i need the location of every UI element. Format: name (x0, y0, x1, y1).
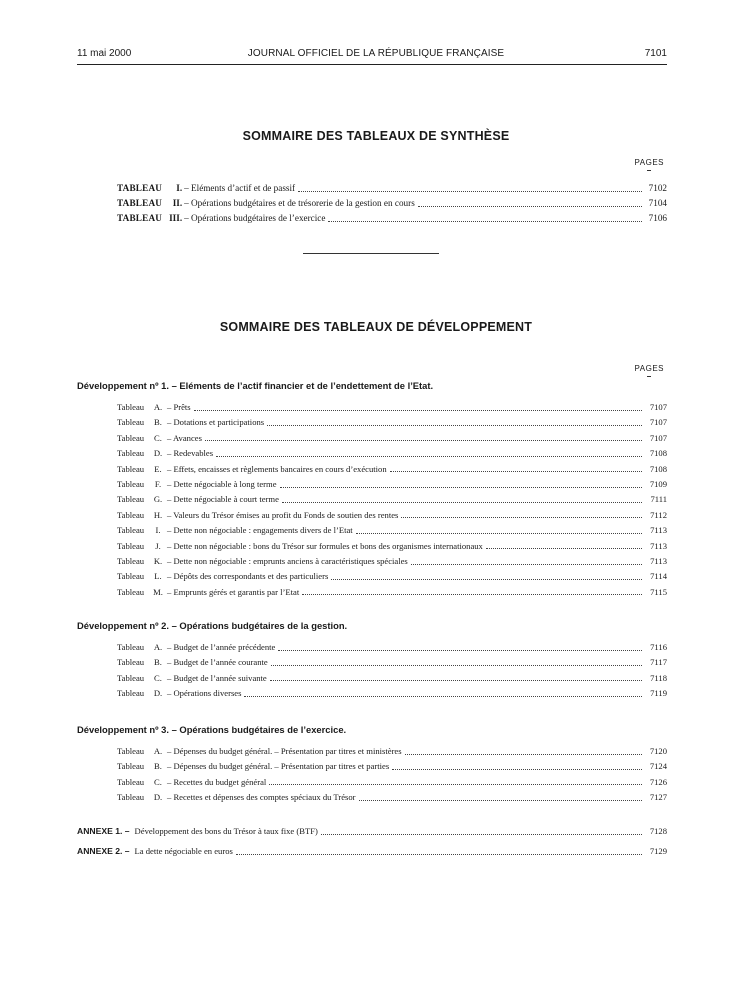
tableau-letter: M. (153, 586, 163, 597)
tableau-row (117, 479, 667, 489)
synthese-row-page: 7106 (648, 213, 667, 223)
leader-dots (267, 425, 642, 426)
tableau-text: – Dépenses du budget général. – Présentation par titres et parties (167, 761, 390, 772)
synthese-row-page: 7104 (648, 198, 667, 208)
leader-dots (280, 487, 642, 488)
tableau-text: – Effets, encaisses et règlements bancaires en cours d’exécution (167, 463, 387, 474)
leader-dots (282, 502, 642, 503)
tableau-page: 7113 (650, 540, 667, 551)
tableau-row (117, 777, 667, 787)
synthese-row-text: – Opérations budgétaires et de trésorerie de la gestion en cours (184, 198, 415, 208)
tableau-text: – Prêts (167, 402, 191, 412)
leader-dots (321, 834, 642, 835)
leader-dots (269, 784, 642, 785)
annexe-label: ANNEXE 1. – (77, 826, 130, 836)
tableau-page: 7116 (650, 642, 667, 652)
tableau-page: 7119 (650, 688, 667, 699)
synthese-pages-label: PAGES (635, 158, 664, 171)
developpement-heading: Développement nº 1. – Eléments de l’actif financier et de l’endettement de l’Etat. (77, 380, 434, 391)
tableau-text: – Dette négociable à long terme (167, 479, 277, 489)
section-separator (303, 253, 439, 254)
tableau-text: – Budget de l’année courante (167, 657, 268, 668)
tableau-letter: A. (153, 642, 163, 652)
developpement-pages-label: PAGES (635, 364, 664, 377)
leader-dots (270, 680, 642, 681)
tableau-label: Tableau (117, 761, 145, 772)
tableau-letter: C. (154, 776, 162, 787)
tableau-letter: K. (153, 556, 163, 566)
tableau-page: 7117 (650, 657, 667, 668)
tableau-letter: I. (155, 525, 161, 536)
tableau-row (117, 494, 667, 504)
leader-dots (411, 564, 642, 565)
leader-dots (390, 471, 642, 472)
tableau-text: – Avances (167, 432, 202, 443)
tableau-text: – Dette non négociable : bons du Trésor sur formules et bons des organismes internationaux (167, 540, 483, 551)
tableau-text: – Budget de l’année précédente (167, 642, 276, 652)
tableau-text: – Emprunts gérés et garantis par l’Etat (167, 586, 300, 597)
synthese-row (117, 183, 667, 193)
tableau-page: 7113 (650, 525, 667, 536)
page-number: 7101 (644, 48, 667, 59)
tableau-page: 7114 (650, 571, 667, 582)
tableau-label: Tableau (117, 642, 145, 652)
tableau-page: 7107 (649, 432, 667, 443)
tableau-letter: A. (153, 746, 163, 756)
tableau-page: 7112 (650, 509, 667, 520)
tableau-text: – Dette négociable à court terme (167, 494, 279, 505)
tableau-label: Tableau (117, 417, 145, 428)
header-date: 11 mai 2000 (77, 48, 132, 59)
synthese-row-num: I. (176, 183, 183, 193)
tableau-row (117, 571, 667, 581)
tableau-label: Tableau (117, 509, 145, 520)
tableau-page: 7124 (649, 761, 667, 772)
leader-dots (356, 533, 642, 534)
leader-dots (236, 854, 642, 855)
tableau-letter: D. (153, 688, 163, 699)
synthese-row-page: 7102 (648, 183, 667, 193)
tableau-label: Tableau (117, 657, 145, 668)
annexe-label: ANNEXE 2. – (77, 846, 130, 856)
annexe-page: 7128 (649, 826, 667, 836)
tableau-row (117, 688, 667, 698)
tableau-letter: C. (154, 672, 162, 683)
tableau-letter: H. (153, 509, 163, 520)
tableau-row (117, 433, 667, 443)
tableau-row (117, 464, 667, 474)
tableau-label: Tableau (117, 432, 145, 443)
annexe-text: La dette négociable en euros (134, 846, 233, 856)
leader-dots (278, 650, 642, 651)
synthese-row-label: TABLEAU (117, 198, 163, 208)
leader-dots (244, 696, 642, 697)
tableau-text: – Dette non négociable : emprunts anciens à caractéristiques spéciales (167, 556, 408, 566)
synthese-row-num: III. (169, 213, 183, 223)
leader-dots (302, 594, 642, 595)
leader-dots (331, 579, 642, 580)
tableau-page: 7127 (649, 792, 667, 803)
leader-dots (401, 517, 642, 518)
tableau-page: 7115 (650, 586, 667, 597)
tableau-text: – Redevables (167, 448, 214, 459)
tableau-letter: L. (154, 571, 162, 582)
tableau-page: 7120 (649, 746, 667, 756)
leader-dots (418, 206, 642, 207)
tableau-page: 7108 (649, 448, 667, 459)
tableau-text: – Dette non négociable : engagements divers de l’Etat (167, 525, 353, 536)
leader-dots (486, 548, 642, 549)
tableau-label: Tableau (117, 540, 145, 551)
tableau-page: 7107 (649, 417, 667, 428)
tableau-label: Tableau (117, 402, 145, 412)
tableau-label: Tableau (117, 792, 145, 803)
synthese-row (117, 213, 667, 223)
tableau-page: 7126 (649, 776, 667, 787)
tableau-letter: B. (154, 657, 162, 668)
leader-dots (298, 191, 642, 192)
leader-dots (392, 769, 642, 770)
tableau-row (117, 417, 667, 427)
synthese-row-label: TABLEAU (117, 213, 163, 223)
tableau-label: Tableau (117, 672, 145, 683)
synthese-row-num: II. (172, 198, 183, 208)
tableau-text: – Dépenses du budget général. – Présentation par titres et ministères (167, 746, 402, 756)
tableau-label: Tableau (117, 571, 145, 582)
tableau-row (117, 556, 667, 566)
tableau-letter: G. (153, 494, 163, 505)
leader-dots (216, 456, 642, 457)
developpement-heading: Développement nº 2. – Opérations budgétaires de la gestion. (77, 620, 348, 631)
tableau-label: Tableau (117, 525, 145, 536)
tableau-letter: J. (155, 540, 161, 551)
tableau-page: 7118 (650, 672, 667, 683)
leader-dots (359, 800, 642, 801)
tableau-letter: D. (153, 448, 163, 459)
tableau-letter: F. (154, 479, 162, 489)
tableau-row (117, 541, 667, 551)
journal-title: JOURNAL OFFICIEL DE LA RÉPUBLIQUE FRANÇAISE (247, 48, 505, 59)
tableau-text: – Dotations et participations (167, 417, 265, 428)
tableau-row (117, 525, 667, 535)
annexe-page: 7129 (649, 846, 667, 856)
tableau-row (117, 761, 667, 771)
tableau-page: 7111 (650, 494, 667, 505)
synthese-title: SOMMAIRE DES TABLEAUX DE SYNTHÈSE (242, 129, 510, 143)
tableau-label: Tableau (117, 688, 145, 699)
leader-dots (194, 410, 642, 411)
tableau-letter: E. (154, 463, 162, 474)
tableau-page: 7113 (650, 556, 667, 566)
tableau-text: – Opérations diverses (167, 688, 242, 699)
tableau-row (117, 673, 667, 683)
tableau-page: 7109 (649, 479, 667, 489)
tableau-letter: A. (153, 402, 163, 412)
annexe-row (77, 826, 667, 836)
tableau-label: Tableau (117, 494, 145, 505)
tableau-text: – Budget de l’année suivante (167, 672, 267, 683)
developpement-title: SOMMAIRE DES TABLEAUX DE DÉVELOPPEMENT (219, 320, 533, 334)
tableau-row (117, 510, 667, 520)
tableau-row (117, 587, 667, 597)
synthese-row (117, 198, 667, 208)
tableau-letter: B. (154, 417, 162, 428)
synthese-row-text: – Eléments d’actif et de passif (184, 183, 296, 193)
leader-dots (205, 440, 642, 441)
leader-dots (271, 665, 642, 666)
tableau-label: Tableau (117, 479, 145, 489)
tableau-label: Tableau (117, 586, 145, 597)
tableau-row (117, 402, 667, 412)
tableau-text: – Recettes et dépenses des comptes spéciaux du Trésor (167, 792, 356, 803)
tableau-letter: B. (154, 761, 162, 772)
tableau-label: Tableau (117, 776, 145, 787)
tableau-row (117, 792, 667, 802)
leader-dots (405, 754, 642, 755)
tableau-row (117, 448, 667, 458)
tableau-label: Tableau (117, 746, 145, 756)
developpement-heading: Développement nº 3. – Opérations budgétaires de l’exercice. (77, 724, 347, 735)
tableau-label: Tableau (117, 448, 145, 459)
tableau-text: – Dépôts des correspondants et des particuliers (167, 571, 329, 582)
tableau-row (117, 657, 667, 667)
tableau-letter: C. (154, 432, 162, 443)
synthese-row-text: – Opérations budgétaires de l’exercice (184, 213, 326, 223)
annexe-row (77, 846, 667, 856)
tableau-page: 7108 (649, 463, 667, 474)
header-rule (77, 64, 667, 65)
tableau-label: Tableau (117, 556, 145, 566)
tableau-label: Tableau (117, 463, 145, 474)
tableau-row (117, 746, 667, 756)
tableau-text: – Recettes du budget général (167, 776, 267, 787)
leader-dots (328, 221, 642, 222)
tableau-page: 7107 (649, 402, 667, 412)
tableau-row (117, 642, 667, 652)
tableau-letter: D. (153, 792, 163, 803)
tableau-text: – Valeurs du Trésor émises au profit du Fonds de soutien des rentes (167, 509, 399, 520)
synthese-row-label: TABLEAU (117, 183, 163, 193)
annexe-text: Développement des bons du Trésor à taux fixe (BTF) (134, 826, 318, 836)
